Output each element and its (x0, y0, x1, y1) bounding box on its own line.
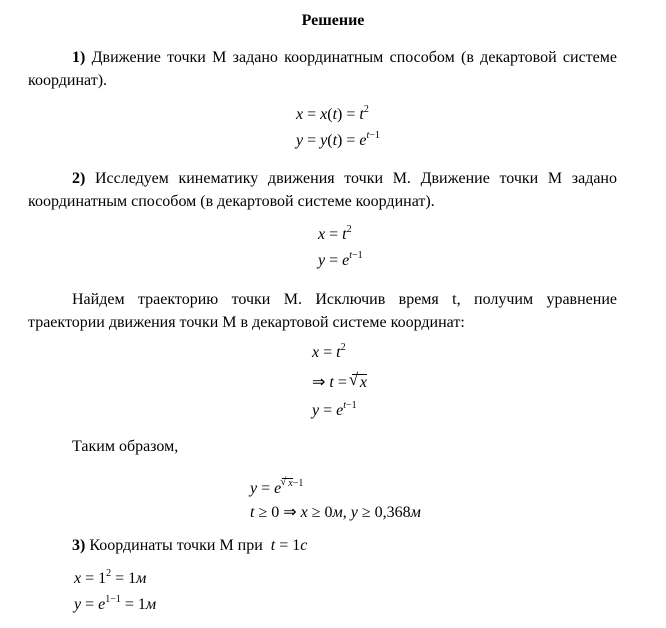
section-1-number: 1) (72, 49, 86, 66)
section-2-equation-y: $y = e^{t-1}$ (318, 250, 363, 269)
trajectory-equation-x: $x = t^2$ (312, 342, 346, 361)
section-3-condition: t = 1с (270, 537, 308, 554)
section-2-equation-x: $x = t^2$ (318, 224, 352, 243)
trajectory-text: Найдем траекторию точки М. Исключив время t, получим уравнение траектории движения точки М в декартовой системе координат: (28, 291, 617, 331)
section-1-text: Движение точки М задано координатным способом (в декартовой системе координат). (28, 49, 618, 89)
trajectory-paragraph (28, 288, 617, 334)
section-2-paragraph (28, 167, 617, 213)
section-3-text: Координаты точки М при (89, 537, 263, 554)
section-3-equation-y: $y = e^{1-1} = 1м$ (74, 594, 157, 613)
trajectory-equation-t: ⇒ t = √ x (312, 372, 367, 392)
page-title: Решение (301, 12, 365, 29)
section-2-number: 2) (72, 170, 86, 187)
section-3-equation-x: $x = 1^2 = 1м$ (74, 568, 147, 587)
section-3-number: 3) (72, 537, 86, 554)
section-1-paragraph (28, 46, 617, 92)
result-equation-y: y = e√ $^{x-1}$ (250, 478, 303, 498)
trajectory-equation-y: $y = e^{t-1}$ (312, 400, 357, 419)
result-condition: t ≥ 0 ⇒ x ≥ 0м, y ≥ 0,368м (250, 504, 421, 521)
result-intro: Таким образом, (72, 438, 179, 455)
section-1-equation-x: $x = x(t) = t^2$ (296, 104, 369, 123)
section-1-equation-y: $y = y(t) = e^{t-1}$ (296, 130, 380, 149)
section-3-heading (72, 537, 307, 555)
section-2-text: Исследуем кинематику движения точки М. Движение точки М задано координатным способом (в декартовой системе координат). (28, 170, 617, 210)
